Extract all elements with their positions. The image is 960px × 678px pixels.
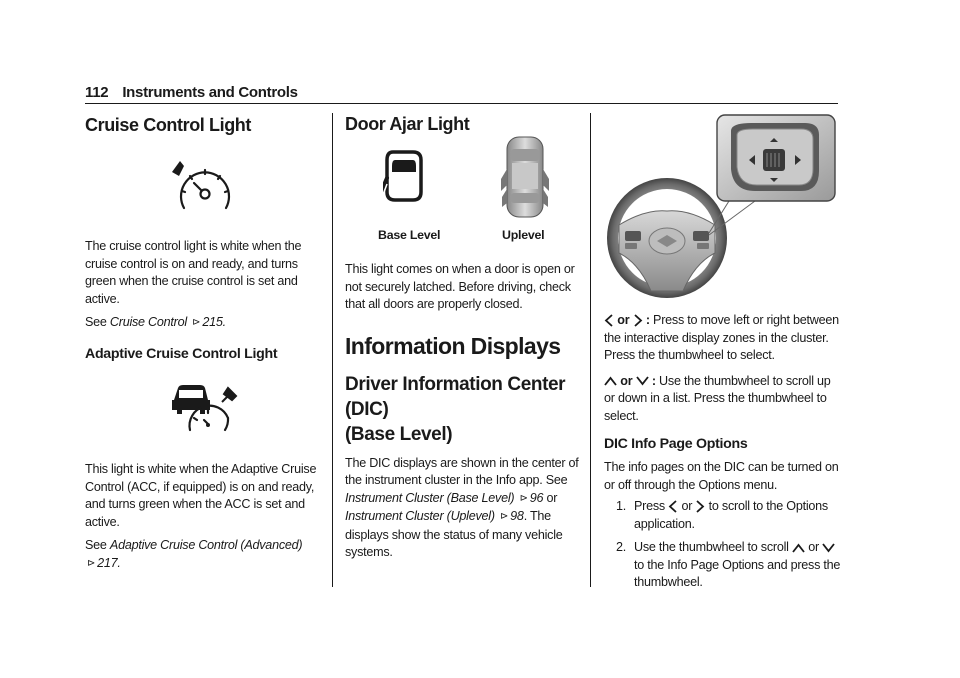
cruise-control-ref[interactable]: Cruise Control (109, 315, 187, 329)
chevron-right-icon (695, 500, 705, 513)
dic-description: The DIC displays are shown in the center of the instrument cluster in the Info app. See Instrument Cluster (Base Level) ⊳ 96 or Instrument Cluster (Uplevel) ⊳ 98. The displays show the status of many vehicle systems. (345, 455, 579, 559)
cruise-control-see-also: See Cruise Control ⊳ 215. (85, 315, 226, 329)
acc-title: Adaptive Cruise Control Light (85, 345, 278, 362)
page-ref-arrow-icon: ⊳ (87, 557, 96, 569)
dic-ref-uplevel[interactable]: Instrument Cluster (Uplevel) (345, 509, 495, 523)
section-title: Instruments and Controls (122, 84, 298, 101)
base-level-label: Base Level (378, 228, 441, 242)
up-down-description: or : Use the thumbwheel to scroll up or down in a list. Press the thumbwheel to select. (604, 373, 831, 423)
uplevel-label: Uplevel (502, 228, 545, 242)
cruise-control-icon (170, 158, 236, 216)
dic-ref-base[interactable]: Instrument Cluster (Base Level) (345, 490, 515, 505)
column-divider-1 (332, 113, 333, 587)
acc-page[interactable]: 217 (97, 555, 118, 570)
chevron-left-icon (668, 500, 678, 513)
dic-title-line1: Driver Information Center (DIC) (345, 373, 566, 420)
door-ajar-description: This light comes on when a door is open or not securely latched. Before driving, check that all doors are properly closed. (345, 262, 575, 311)
dic-page-base[interactable]: 96 (529, 490, 544, 505)
cruise-control-description: The cruise control light is white when the cruise control is on and ready, and turns green when the cruise control is set and active. (85, 239, 302, 306)
chevron-down-icon (822, 543, 835, 553)
dic-info-options-title: DIC Info Page Options (604, 436, 748, 452)
chevron-right-icon (633, 314, 643, 327)
chevron-down-icon (636, 376, 649, 386)
dic-title-line2: (Base Level) (345, 423, 453, 445)
door-ajar-base-icon (383, 148, 425, 204)
adaptive-cruise-icon (170, 380, 242, 432)
chevron-up-icon (604, 376, 617, 386)
acc-ref[interactable]: Adaptive Cruise Control (Advanced) (109, 538, 303, 552)
page-ref-arrow-icon: ⊳ (192, 317, 201, 328)
acc-see-also: See Adaptive Cruise Control (Advanced) ⊳ 217. (85, 538, 303, 570)
column-divider-2 (590, 113, 591, 587)
column-1 (85, 114, 325, 136)
cruise-control-title: Cruise Control Light (85, 115, 251, 135)
dic-page-uplevel[interactable]: 98 (510, 509, 524, 523)
cruise-control-page[interactable]: 215 (202, 315, 223, 329)
door-ajar-title: Door Ajar Light (345, 114, 470, 134)
page-ref-arrow-icon: ⊳ (519, 492, 528, 504)
steering-wheel-controls-illustration (605, 113, 840, 303)
page-header (85, 84, 298, 101)
information-displays-title: Information Displays (345, 332, 561, 359)
dic-info-options-description: The info pages on the DIC can be turned on or off through the Options menu. (604, 460, 839, 492)
page-ref-arrow-icon: ⊳ (500, 511, 509, 522)
door-ajar-uplevel-icon (500, 135, 550, 219)
left-right-description: or : Press to move left or right between the interactive display zones in the cluster. Press the thumbwheel to select. (604, 313, 839, 362)
header-rule (85, 103, 838, 104)
step-2: 2. Use the thumbwheel to scroll or to the Info Page Options and press the thumbwheel. (616, 540, 841, 589)
chevron-left-icon (604, 314, 614, 327)
step-1: 1. Press or to scroll to the Options application. (616, 499, 828, 531)
chevron-up-icon (792, 543, 805, 553)
acc-description: This light is white when the Adaptive Cruise Control (ACC, if equipped) is on and ready, and turns green when the ACC is set and active. (85, 462, 317, 529)
page-number: 112 (85, 84, 109, 101)
